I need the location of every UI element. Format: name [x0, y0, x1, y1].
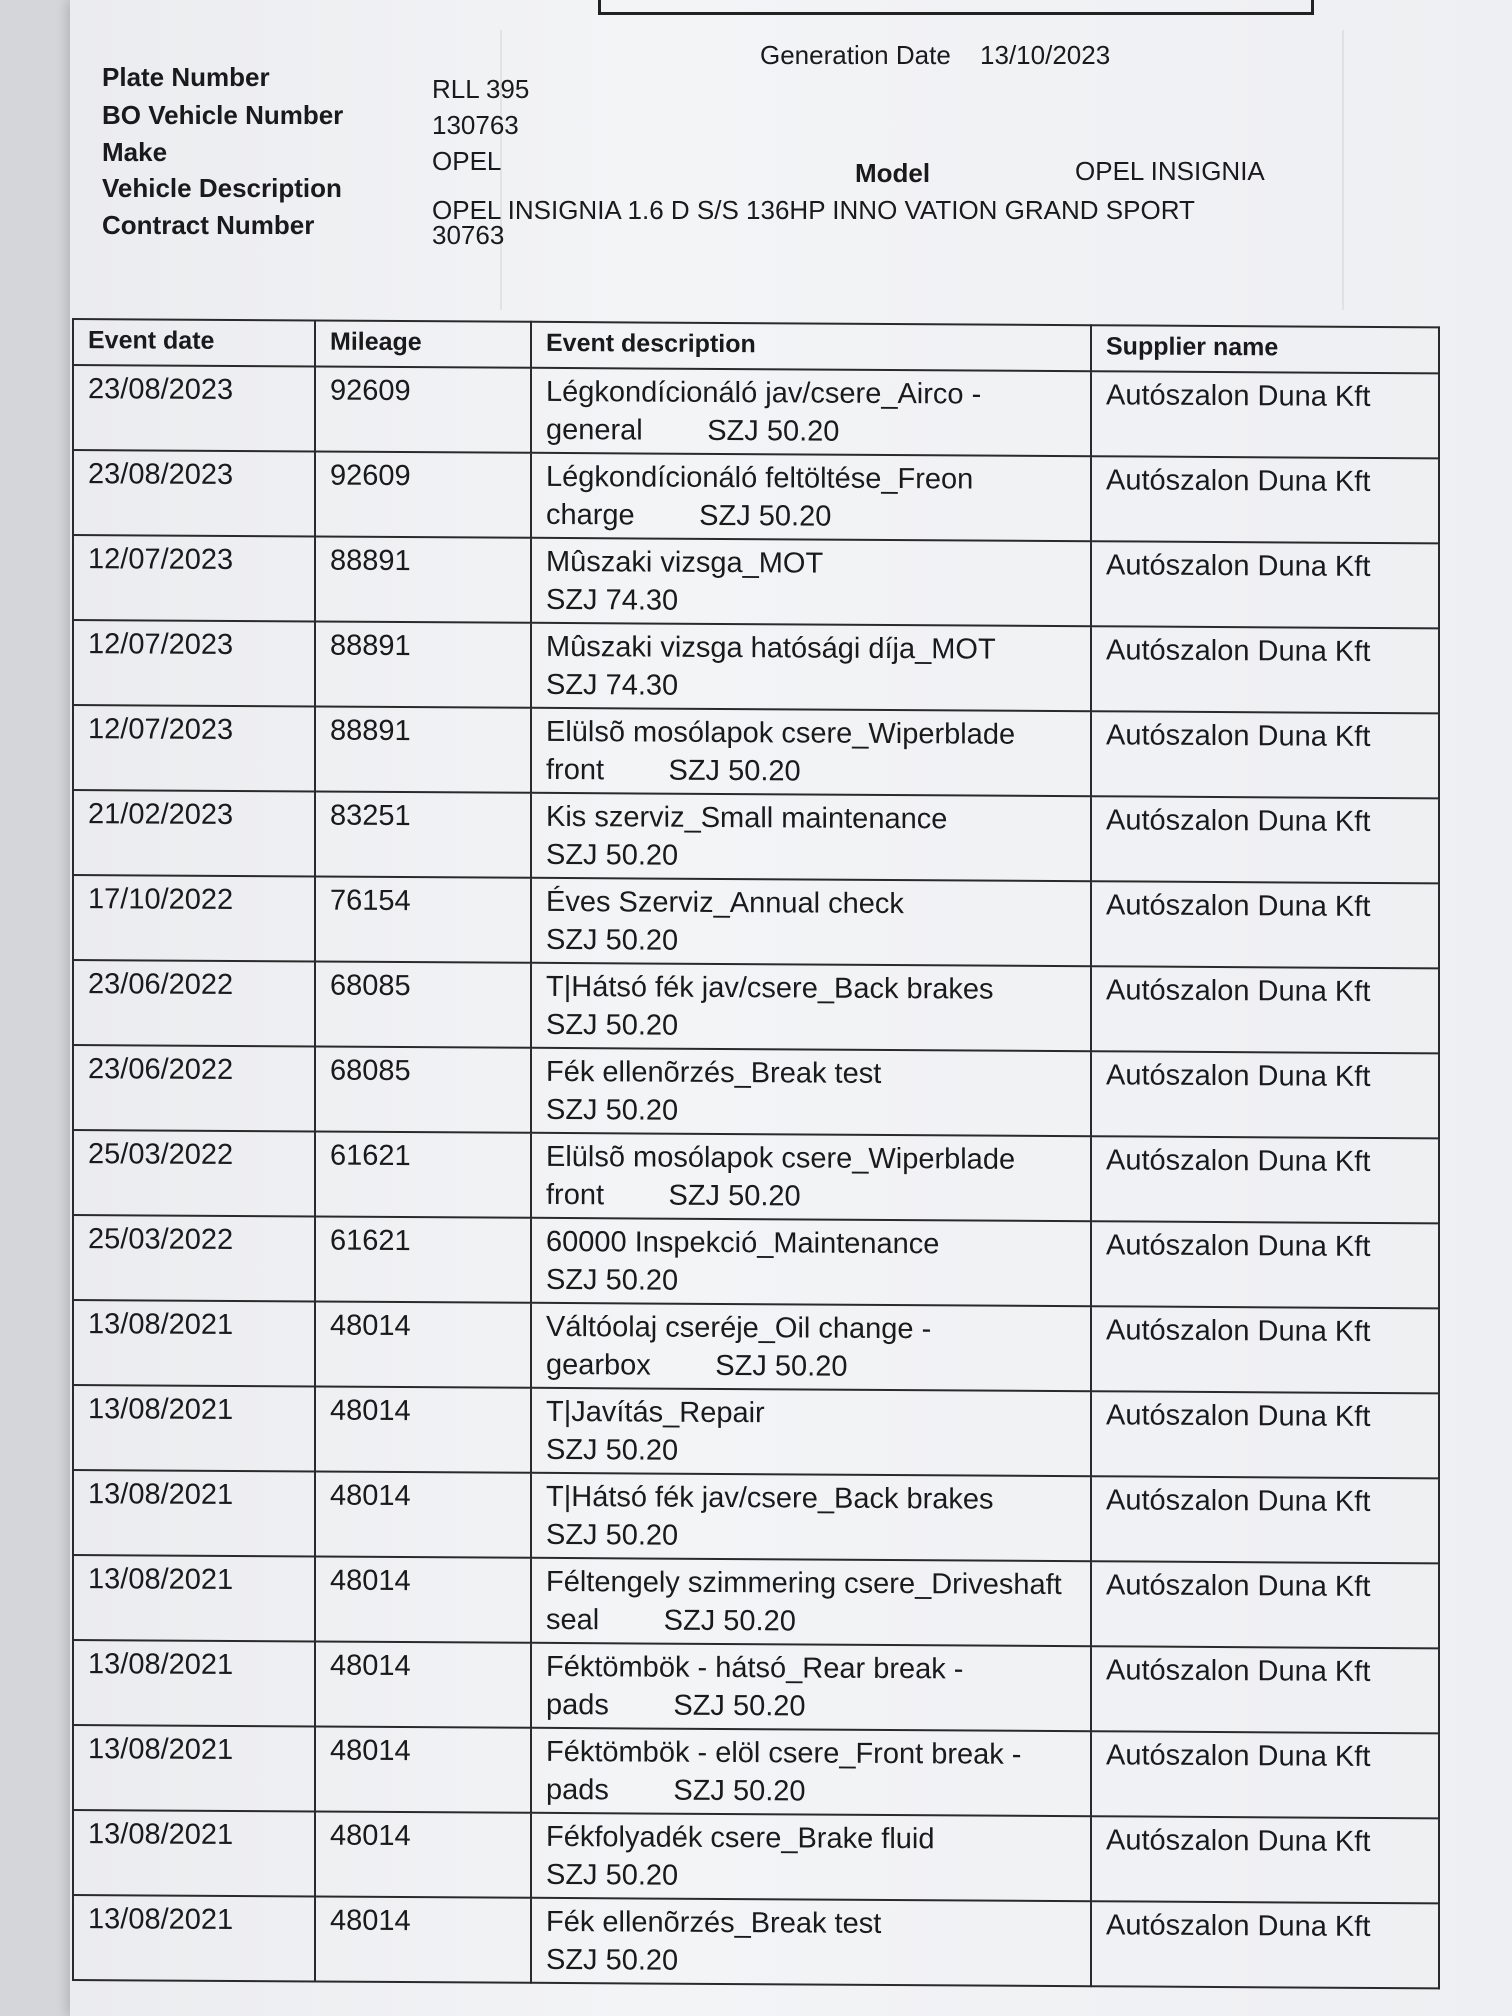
mileage-cell: 68085	[315, 1046, 531, 1132]
supplier-name-cell: Autószalon Duna Kft	[1091, 1816, 1439, 1903]
event-description-text: Elülsõ mosólapok csere_Wiperblade front	[546, 1140, 1016, 1212]
table-row	[73, 620, 1439, 713]
event-date-cell: 25/03/2022	[73, 1130, 315, 1216]
mileage-cell: 48014	[315, 1811, 531, 1897]
supplier-name-cell: Autószalon Duna Kft	[1091, 1136, 1439, 1223]
szj-code: SZJ 50.20	[546, 838, 679, 872]
mileage-cell: 92609	[315, 366, 531, 452]
table-row	[73, 1385, 1439, 1478]
event-description-cell	[531, 963, 1091, 1051]
event-description-text: Mûszaki vizsga hatósági díja_MOT	[546, 630, 996, 666]
mileage-cell: 83251	[315, 791, 531, 877]
event-description-cell	[531, 453, 1091, 541]
table-row	[73, 1470, 1439, 1563]
event-description-cell	[531, 793, 1091, 881]
table-row	[73, 1130, 1439, 1223]
table-row	[73, 1215, 1439, 1308]
mileage-cell: 76154	[315, 876, 531, 962]
table-row	[73, 1725, 1439, 1818]
mileage-cell: 48014	[315, 1301, 531, 1387]
mileage-cell: 68085	[315, 961, 531, 1047]
event-date-cell: 13/08/2021	[73, 1385, 315, 1471]
event-description-text: T|Hátsó fék jav/csere_Back brakes	[546, 1480, 994, 1516]
supplier-name-cell: Autószalon Duna Kft	[1091, 456, 1439, 543]
generation-date	[760, 40, 1110, 71]
event-date-cell: 13/08/2021	[73, 1555, 315, 1641]
vehicle-description-value: OPEL INSIGNIA 1.6 D S/S 136HP INNO VATION GRAND SPORT	[432, 195, 1195, 225]
event-description-text: Légkondícionáló jav/csere_Airco - general	[546, 375, 982, 447]
mileage-cell: 61621	[315, 1216, 531, 1302]
mileage-cell: 48014	[315, 1386, 531, 1472]
table-row	[73, 1895, 1439, 1988]
generation-date-label: Generation Date	[760, 40, 951, 70]
szj-code: SZJ 74.30	[546, 668, 679, 702]
event-description-cell	[531, 623, 1091, 711]
table-row	[73, 790, 1439, 883]
event-description-text: Mûszaki vizsga_MOT	[546, 545, 824, 580]
contract-number-value: 30763	[432, 220, 505, 250]
szj-code: SZJ 50.20	[546, 1093, 679, 1127]
supplier-name-cell: Autószalon Duna Kft	[1091, 1221, 1439, 1308]
szj-code: SZJ 50.20	[663, 1604, 796, 1638]
supplier-name-cell: Autószalon Duna Kft	[1091, 1901, 1439, 1988]
event-date-cell: 13/08/2021	[73, 1810, 315, 1896]
column-header-event-date: Event date	[73, 319, 315, 366]
generation-date-value: 13/10/2023	[980, 40, 1111, 70]
supplier-name-cell: Autószalon Duna Kft	[1091, 1476, 1439, 1563]
event-date-cell: 12/07/2023	[73, 705, 315, 791]
supplier-name-cell: Autószalon Duna Kft	[1091, 966, 1439, 1053]
title-box	[598, 0, 1314, 15]
supplier-name-cell: Autószalon Duna Kft	[1091, 1051, 1439, 1138]
event-description-cell	[531, 1558, 1091, 1646]
supplier-name-cell: Autószalon Duna Kft	[1091, 1646, 1439, 1733]
event-description-text: T|Javítás_Repair	[546, 1395, 765, 1430]
supplier-name-cell: Autószalon Duna Kft	[1091, 711, 1439, 798]
event-date-cell: 13/08/2021	[73, 1640, 315, 1726]
event-date-cell: 13/08/2021	[73, 1895, 315, 1981]
table-row	[73, 1640, 1439, 1733]
table-header-row	[73, 319, 1439, 373]
event-description-text: Fék ellenõrzés_Break test	[546, 1055, 882, 1090]
table-row	[73, 1555, 1439, 1648]
mileage-cell: 61621	[315, 1131, 531, 1217]
szj-code: SZJ 50.20	[668, 754, 801, 788]
szj-code: SZJ 50.20	[546, 923, 679, 957]
szj-code: SZJ 50.20	[699, 499, 832, 533]
event-date-cell: 13/08/2021	[73, 1725, 315, 1811]
event-date-cell: 25/03/2022	[73, 1215, 315, 1301]
event-description-cell	[531, 1728, 1091, 1816]
table-body	[73, 365, 1439, 1988]
table-row	[73, 1810, 1439, 1903]
event-date-cell: 23/08/2023	[73, 365, 315, 451]
mileage-cell: 88891	[315, 536, 531, 622]
table-row	[73, 365, 1439, 458]
supplier-name-cell: Autószalon Duna Kft	[1091, 1391, 1439, 1478]
event-description-text: Kis szerviz_Small maintenance	[546, 800, 948, 836]
event-description-cell	[531, 1898, 1091, 1986]
event-date-cell: 13/08/2021	[73, 1470, 315, 1556]
supplier-name-cell: Autószalon Duna Kft	[1091, 626, 1439, 713]
event-description-text: Váltóolaj cseréje_Oil change - gearbox	[546, 1310, 932, 1382]
table-row	[73, 875, 1439, 968]
supplier-name-cell: Autószalon Duna Kft	[1091, 881, 1439, 968]
plate-number-value: RLL 395	[432, 74, 530, 104]
event-description-cell	[531, 1473, 1091, 1561]
event-description-text: Fék ellenõrzés_Break test	[546, 1905, 882, 1940]
mileage-cell: 48014	[315, 1896, 531, 1982]
table-row	[73, 535, 1439, 628]
szj-code: SZJ 50.20	[546, 1008, 679, 1042]
column-header-supplier-name: Supplier name	[1091, 325, 1439, 373]
event-description-cell	[531, 538, 1091, 626]
szj-code: SZJ 74.30	[546, 583, 679, 617]
event-description-cell	[531, 1048, 1091, 1136]
szj-code: SZJ 50.20	[546, 1263, 679, 1297]
szj-code: SZJ 50.20	[546, 1518, 679, 1552]
model-value: OPEL INSIGNIA	[1075, 156, 1265, 186]
supplier-name-cell: Autószalon Duna Kft	[1091, 1561, 1439, 1648]
supplier-name-cell: Autószalon Duna Kft	[1091, 1731, 1439, 1818]
plate-number-label: Plate Number	[102, 62, 270, 92]
mileage-cell: 48014	[315, 1556, 531, 1642]
event-date-cell: 23/06/2022	[73, 1045, 315, 1131]
event-date-cell: 23/06/2022	[73, 960, 315, 1046]
column-header-event-description: Event description	[531, 322, 1091, 371]
event-description-text: T|Hátsó fék jav/csere_Back brakes	[546, 970, 994, 1006]
event-date-cell: 21/02/2023	[73, 790, 315, 876]
event-description-text: 60000 Inspekció_Maintenance	[546, 1225, 940, 1261]
szj-code: SZJ 50.20	[546, 1858, 679, 1892]
event-date-cell: 23/08/2023	[73, 450, 315, 536]
event-description-cell	[531, 368, 1091, 456]
table-row	[73, 960, 1439, 1053]
supplier-name-cell: Autószalon Duna Kft	[1091, 1306, 1439, 1393]
bo-vehicle-number-label: BO Vehicle Number	[102, 100, 344, 130]
event-date-cell: 13/08/2021	[73, 1300, 315, 1386]
szj-code: SZJ 50.20	[673, 1689, 806, 1723]
mileage-cell: 88891	[315, 706, 531, 792]
event-description-text: Féltengely szimmering csere_Driveshaft seal	[546, 1565, 1062, 1637]
szj-code: SZJ 50.20	[673, 1774, 806, 1808]
event-date-cell: 17/10/2022	[73, 875, 315, 961]
event-description-cell	[531, 1303, 1091, 1391]
table-row	[73, 705, 1439, 798]
szj-code: SZJ 50.20	[668, 1179, 801, 1213]
make-value: OPEL	[432, 146, 502, 176]
column-header-mileage: Mileage	[315, 320, 531, 367]
event-description-cell	[531, 1813, 1091, 1901]
table-row	[73, 1045, 1439, 1138]
vehicle-description-label: Vehicle Description	[102, 173, 342, 203]
event-description-cell	[531, 708, 1091, 796]
szj-code: SZJ 50.20	[715, 1349, 848, 1383]
event-description-cell	[531, 1643, 1091, 1731]
contract-number-label: Contract Number	[102, 210, 315, 240]
bo-vehicle-number-value: 130763	[432, 110, 519, 140]
maintenance-table-wrapper	[72, 318, 1371, 1989]
document-page	[70, 0, 1512, 2016]
mileage-cell: 48014	[315, 1726, 531, 1812]
event-date-cell: 12/07/2023	[73, 620, 315, 706]
event-description-text: Elülsõ mosólapok csere_Wiperblade front	[546, 715, 1016, 787]
table-row	[73, 1300, 1439, 1393]
event-description-text: Fékfolyadék csere_Brake fluid	[546, 1820, 935, 1856]
table-row	[73, 450, 1439, 543]
model-label: Model	[855, 158, 931, 188]
event-description-text: Féktömbök - hátsó_Rear break - pads	[546, 1650, 964, 1722]
mileage-cell: 48014	[315, 1471, 531, 1557]
event-description-text: Féktömbök - elöl csere_Front break - pads	[546, 1735, 1022, 1807]
make-label: Make	[102, 137, 168, 167]
mileage-cell: 88891	[315, 621, 531, 707]
szj-code: SZJ 50.20	[546, 1943, 679, 1977]
supplier-name-cell: Autószalon Duna Kft	[1091, 541, 1439, 628]
event-description-cell	[531, 1388, 1091, 1476]
supplier-name-cell: Autószalon Duna Kft	[1091, 371, 1439, 458]
maintenance-history-table	[72, 318, 1440, 1989]
szj-code: SZJ 50.20	[707, 414, 840, 448]
supplier-name-cell: Autószalon Duna Kft	[1091, 796, 1439, 883]
event-description-text: Légkondícionáló feltöltése_Freon charge	[546, 460, 974, 532]
event-description-cell	[531, 1218, 1091, 1306]
event-description-cell	[531, 878, 1091, 966]
event-description-text: Éves Szerviz_Annual check	[546, 885, 904, 921]
szj-code: SZJ 50.20	[546, 1433, 679, 1467]
event-description-cell	[531, 1133, 1091, 1221]
mileage-cell: 48014	[315, 1641, 531, 1727]
mileage-cell: 92609	[315, 451, 531, 537]
event-date-cell: 12/07/2023	[73, 535, 315, 621]
